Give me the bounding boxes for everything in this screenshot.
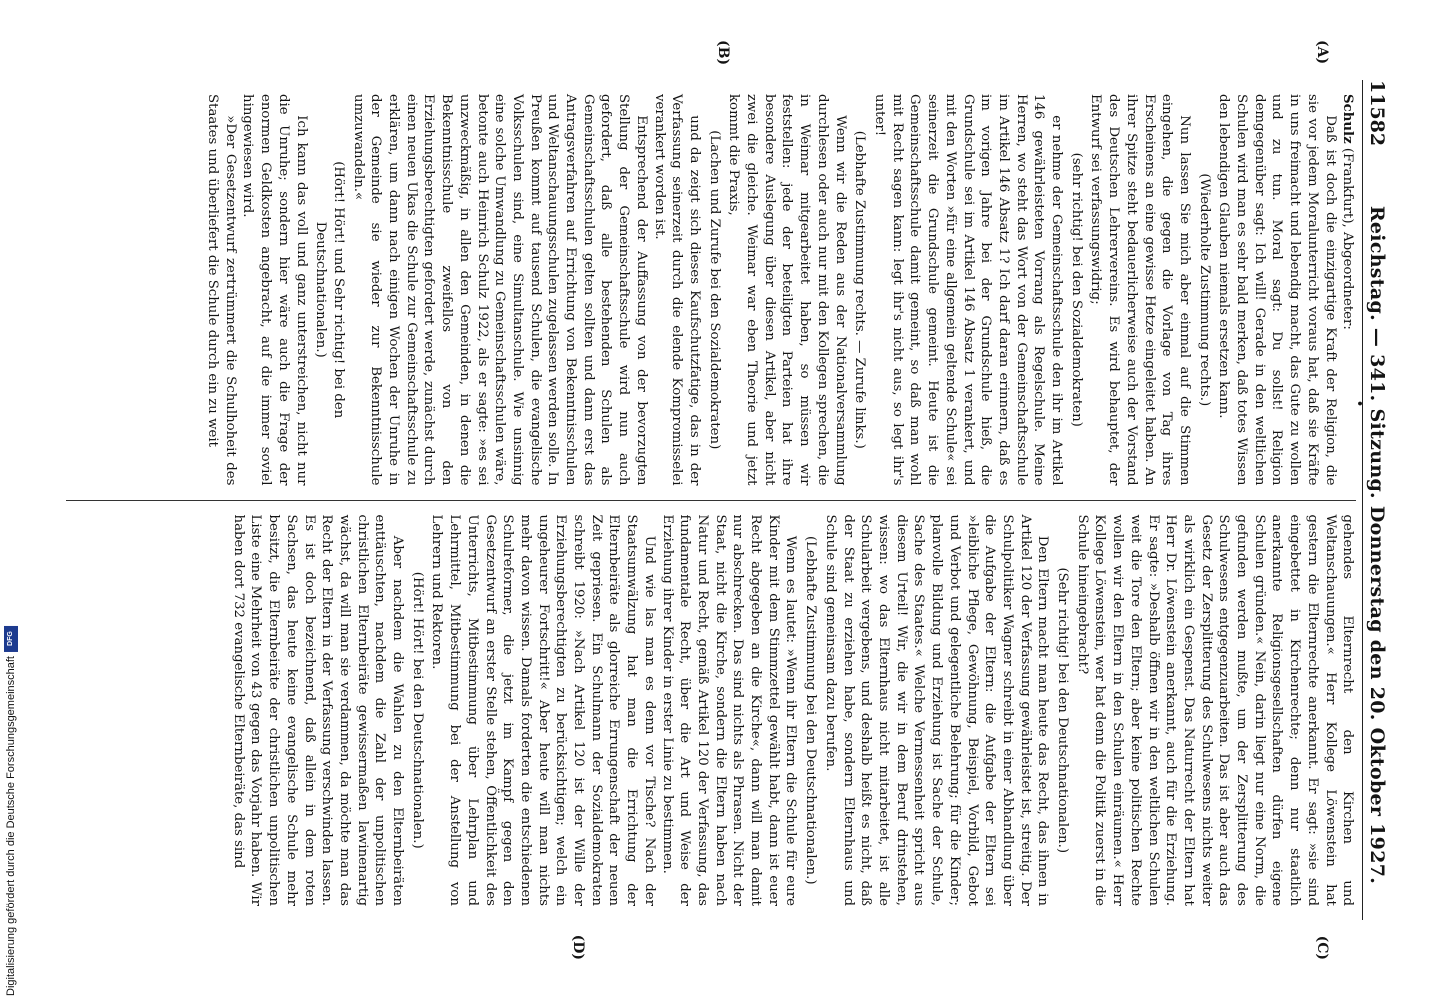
audience-reaction: (Lebhafte Zustimmung rechts. — Zurufe links.) bbox=[852, 130, 868, 449]
audience-reaction: (Wiederholte Zustimmung rechts.) bbox=[1196, 173, 1212, 407]
paragraph: und da zeigt sich dieses Kaufschutzfatige, das in der Verfassung seinerzeit durch die elende Kompromisselei verankert worden ist. bbox=[651, 94, 702, 486]
speaker-name: Schulz bbox=[1340, 94, 1356, 144]
left-column bbox=[66, 40, 1367, 501]
margin-mark-a: (A) bbox=[1314, 40, 1331, 65]
paragraph: Wenn es lautet: »Wenn ihr Eltern die Schule für eure Kinder mit dem Stimmzettel gewählt habt, dann ist euer Recht abgegeben an die Kirche«, dann will man damit nur abschrecken. Das sind nichts als Phrasen. Nicht der Staat, nicht die Kirche, sondern die Eltern haben nach Natur und Recht, gemäß Artikel 120 der Verfassung, das fundamentale Recht, über die Art und Weise der Erziehung ihrer Kinder in erster Linie zu bestimmen. bbox=[659, 514, 799, 906]
audience-reaction: (Hört! Hört! bei den Deutschnationalen.) bbox=[409, 571, 425, 849]
page-number: 11582 bbox=[1366, 80, 1388, 147]
paragraph: Aber nachdem die Wahlen zu den Elternbeiräten enttäuschten, nachdem die Zahl der unpolitischen christlichen Elternbeiräte gewissermaßen lawinenartig wächst, da will man sie verdammen, da möchte man das Recht der Eltern in der Verfassung verschwinden lassen. Es ist doch bezeichnend, daß allein in dem roten Sachsen, das heute keine evangelische Schule mehr besitzt, die Elternbeiräte der christlichen unpolitischen Liste eine Mehrheit von 43 gegen das Vorjahr haben. Wir haben dort 732 evangelische Elternbeiräte, das sind bbox=[230, 514, 406, 906]
running-header bbox=[1362, 80, 1388, 920]
audience-reaction: (sehr richtig! bei den Sozialdemokraten) bbox=[1068, 152, 1084, 427]
audience-reaction: (Sehr richtig! bei den Deutschnationalen.) bbox=[1055, 567, 1071, 854]
margin-mark-d: (D) bbox=[570, 934, 587, 960]
margin-mark-b: (B) bbox=[715, 40, 732, 66]
text-columns bbox=[66, 40, 1367, 960]
paragraph: Den Eltern macht man heute das Recht, das ihnen in Artikel 120 der Verfassung gewährleistet ist, streitig. Der Schulpolitiker Wagner schreibt in einer Abhandlung über die Aufgabe der Eltern: die Aufgabe der Eltern sei »leibliche Pflege, Gewöhnung, Beispiel, Vorbild, Gebot und Verbot und gelegentliche Belehrung; für die Kinder; planvolle Bildung und Erziehung ist Sache der Schule, Sache des Staates.« Welche Vermessenheit spricht aus diesem Urteil! Wir, die wir in dem Beruf drinstehen, wissen: wo das Elternhaus nicht mitarbeitet, ist alle Schularbeit vergebens, und deshalb heißt es nicht, daß der Staat zu erziehen habe, sondern Elternhaus und Schule sind gemeinsam dazu berufen. bbox=[822, 514, 1051, 906]
paragraph: gehendes Elternrecht den Kirchen und Weltanschauungen.« Herr Kollege Löwenstein hat gestern die Elternrechte anerkannt. Er sagt: »sie sind eingebettet in Kirchenrechte; denn nur staatlich anerkannte Religionsgesellschaften dürfen eigene Schulen gründen.« Nein, darin liegt nur eine Norm, die gefunden werden mußte, um der Zersplitterung des Schulwesens entgegenzuarbeiten. Das ist aber auch das Gesetz der Zersplitterung des Schulwesens nichts weiter als wirklich ein Gespenst. Das Naturrecht der Eltern hat Herr Dr. Löwenstein anerkannt, auch für die Erziehung. Er sagte: »Deshalb öffnen wir in den weltlichen Schulen weit die Tore den Eltern; aber keine politischen Rechte wollen wir den Eltern in den Schulen einräumen.« Herr Kollege Löwenstein, wer hat denn die Politik zuerst in die Schule hineingebracht? bbox=[1074, 514, 1356, 906]
audience-reaction: (Hört! Hört! und Sehr richtig! bei den Deutschnationalen.) bbox=[313, 161, 346, 419]
speaker-line bbox=[1339, 94, 1357, 486]
speaker-role: (Frankfurt), Abgeordneter: bbox=[1340, 143, 1356, 330]
right-column bbox=[66, 501, 1356, 960]
paragraph: Nun lassen Sie mich aber einmal auf die Stimmen eingehen, die gegen die Vorlage von Tag ihres Erscheinens an eine gewisse Hetze eingeleitet haben. An ihrer Spitze steht bedauerlicherweise auch der Vorstand des Deutschen Lehrervereins. Es wird behauptet, der Entwurf sei verfassungswidrig; bbox=[1088, 94, 1192, 486]
margin-dot-mark: • bbox=[1353, 400, 1367, 408]
audience-reaction: (Lachen und Zurufe bei den Sozialdemokraten) bbox=[706, 130, 722, 450]
paragraph: »Der Gesetzentwurf zertrümmert die Schulhoheit des Staates und überliefert die Schule durch ein zu weit bbox=[205, 94, 238, 486]
paragraph: Ich kann das voll und ganz unterstreichen, nicht nur die Unruhe; sondern hier wäre auch die Frage der enormen Geldkosten angebracht, auf die immer soviel hingewiesen wird. bbox=[240, 94, 309, 486]
dfg-logo-icon: DFG bbox=[4, 626, 18, 652]
paragraph: Wenn wir die Reden aus der Nationalversammlung durchlesen oder auch nur mit den Kollegen sprechen, die in Weimar mitgearbeitet haben, so müssen wir feststellen: jede der beteiligten Parteien hat ihre besondere Auslegung über diesen Artikel, aber nicht zwei die gleiche. Weimar war eben Theorie und jetzt kommt die Praxis, bbox=[726, 94, 848, 486]
paragraph: Entsprechend der Auffassung von der bevorzugten Stellung der Gemeinschaftsschule wird nun auch gefordert, daß alle bestehenden Schulen als Gemeinschaftsschulen gelten sollten und dann erst das Antragsverfahren auf Errichtung von Bekenntnisschulen und Weltanschauungsschulen zugelassen werden solle. In Preußen kommt auf tausend Schulen, die evangelische Volksschulen sind, eine Simultanschule. Wie unsinnig eine solche Umwandlung zu Gemeinschaftsschulen wäre, betonte auch Heinrich Schulz 1922, als er sagte: »es sei unzweckmäßig, in allen den Gemeinden, in denen die Bekenntnisschule zweifellos von den Erziehungsberechtigten gefordert werde, zunächst durch einen neuen Ukas die Schule zur Gemeinschaftsschule zu erklären, um dann nach einigen Wochen der Unruhe in der Gemeinde sie wieder zur Bekenntnisschule umzuwandeln.« bbox=[350, 94, 649, 486]
paragraph: er nehme der Gemeinschaftsschule den ihr im Artikel 146 gewährleisteten Vorrang als Regelschule. Meine Herren, wo steht das Wort von der Gemeinschaftsschule im Artikel 146 Absatz 1? Ich darf daran erinnern, daß es im vorigen Jahre bei der Grundschule hieß, die Grundschule sei im Artikel 146 Absatz 1 verankert, und mit den Worten »für eine allgemein geltende Schule« sei seinerzeit die Grundschule gemeint. Heute ist die Gemeinschaftsschule damit gemeint, so daß man wohl mit Recht sagen kann: legt ihr's nicht aus, so legt ihr's unter! bbox=[872, 94, 1065, 486]
paragraph: Daß ist doch die einzigartige Kraft der Religion, die sie vor jedem Moralunterricht voraus hat, daß sie Kräfte in uns freimacht und lebendig macht, das Gute zu wollen und zu tun. Moral sagt: Du sollst! Religion demgegenüber sagt: Ich will! Gerade in den weltlichen Schulen wird man es sehr bald merken, daß totes Wissen den lebendigen Glauben niemals ersetzen kann. bbox=[1216, 94, 1338, 486]
rotated-document-page bbox=[27, 40, 1407, 960]
running-title: Reichstag. — 341. Sitzung. Donnerstag den 20. Oktober 1927. bbox=[1366, 205, 1388, 885]
margin-mark-c: (C) bbox=[1314, 935, 1331, 960]
credit-text: Digitalisierung gefördert durch die Deutsche Forschungsgemeinschaft bbox=[5, 656, 17, 996]
paragraph: Und wie las man es denn vor Tische? Nach der Staatsumwälzung hat man die Errichtung der Elternbeiräte als glorreiche Errungenschaft der neuen Zeit gepriesen. Ein Schulmann der Sozialdemokraten schreibt 1920: »Nach Artikel 120 ist der Wille der Erziehungsberechtigten zu berücksichtigen; welch ein ungeheurer Fortschritt!« Aber heute will man nichts mehr davon wissen. Damals forderten die entschiedenen Schulreformer, die jetzt im Kampf gegen den Gesetzentwurf an erster Stelle stehen, Öffentlichkeit des Unterrichts, Mitbestimmung über Lehrplan und Lehrmittel, Mitbestimmung bei der Anstellung von Lehrern und Rektoren. bbox=[429, 514, 657, 906]
audience-reaction: (Lebhafte Zustimmung bei den Deutschnationalen.) bbox=[803, 535, 819, 885]
digitization-credit bbox=[4, 626, 18, 996]
